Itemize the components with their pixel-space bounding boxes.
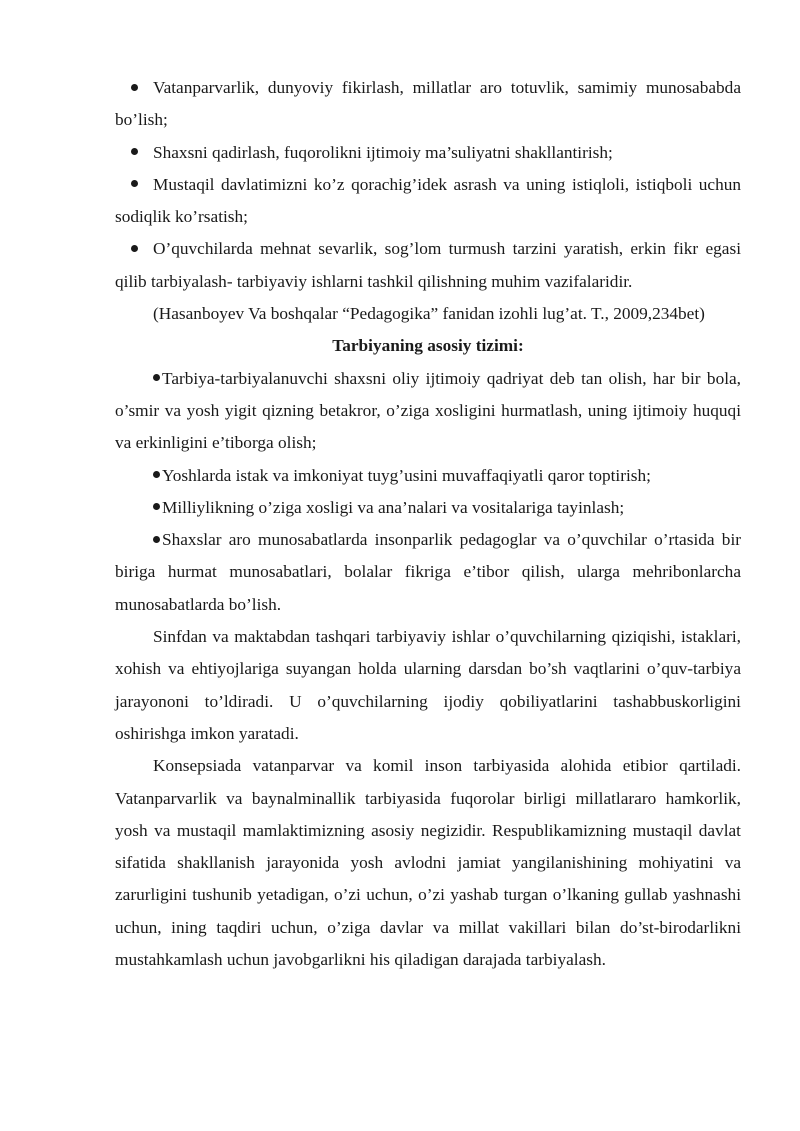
list-item: Milliylikning o’ziga xosligi va ana’nalari va vositalariga tayinlash; bbox=[115, 492, 741, 524]
list-item: Tarbiya-tarbiyalanuvchi shaxsni oliy ijtimoiy qadriyat deb tan olish, har bir bola, o’smir va yosh yigit qizning betakror, o’ziga xosligini hurmatlash, uning ijtimoiy huquqi va erkinligini e’tiborga olish; bbox=[115, 368, 741, 453]
list-item: Mustaqil davlatimizni ko’z qorachig’idek asrash va uning istiqloli, istiqboli uchun sodiqlik ko’rsatish; bbox=[115, 169, 741, 234]
bullet-icon bbox=[153, 466, 162, 485]
bullet-icon bbox=[153, 369, 162, 388]
bullet-icon bbox=[115, 233, 153, 265]
list-item: Shaxsni qadirlash, fuqorolikni ijtimoiy ma’suliyatni shakllantirish; bbox=[115, 137, 741, 169]
list-item: Vatanparvarlik, dunyoviy fikirlash, millatlar aro totuvlik, samimiy munosababda bo’lish; bbox=[115, 72, 741, 137]
bullet-icon bbox=[153, 530, 162, 549]
bullet-icon bbox=[115, 137, 153, 169]
bullet-icon bbox=[153, 498, 162, 517]
bullet-icon bbox=[115, 72, 153, 104]
list-item: Yoshlarda istak va imkoniyat tuyg’usini muvaffaqiyatli qaror toptirish; bbox=[115, 460, 741, 492]
list-item: O’quvchilarda mehnat sevarlik, sog’lom turmush tarzini yaratish, erkin fikr egasi qilib tarbiyalash- tarbiyaviy ishlarni tashkil qilishning muhim vazifalaridir. bbox=[115, 233, 741, 298]
citation: (Hasanboyev Va boshqalar “Pedagogika” fanidan izohli lug’at. T., 2009,234bet) bbox=[153, 304, 705, 324]
body-paragraph: Konsepsiada vatanparvar va komil inson tarbiyasida alohida etibior qartiladi. Vatanparvarlik va baynalminallik tarbiyasida fuqorolar birligi millatlararo hamkorlik, yosh va mustaqil mamlaktimizning asosiy negizidir. Respublikamizning mustaqil davlat sifatida shakllanish jarayonida yosh avlodni jamiat yangilanishining mohiyatini va zarurligini tushunib yetadigan, o’zi uchun, o’zi yashab turgan o’lkaning gullab yashnashi uchun, ining taqdiri uchun, o’ziga davlar va millat vakillari bilan do’st-birodarlikni mustahkamlash uchun javobgarlikni his qiladigan darajada tarbiyalash. bbox=[115, 756, 741, 970]
document-page bbox=[115, 72, 741, 976]
body-paragraph: Sinfdan va maktabdan tashqari tarbiyaviy ishlar o’quvchilarning qiziqishi, istaklari, xohish va ehtiyojlariga suyangan holda ularning darsdan bo’sh vaqtlarini o’quv-tarbiya jarayononi to’ldiradi. U o’quvchilarning ijodiy qobiliyatlarini tashabbuskorligini oshirishga imkon yaratadi. bbox=[115, 627, 741, 743]
section-heading: Tarbiyaning asosiy tizimi: bbox=[332, 336, 524, 356]
bullet-icon bbox=[115, 169, 153, 201]
list-item: Shaxslar aro munosabatlarda insonparlik pedagoglar va o’quvchilar o’rtasida bir biriga hurmat munosabatlari, bolalar fikriga e’tibor qilish, ularga mehribonlarcha munosabatlarda bo’lish. bbox=[115, 530, 741, 614]
